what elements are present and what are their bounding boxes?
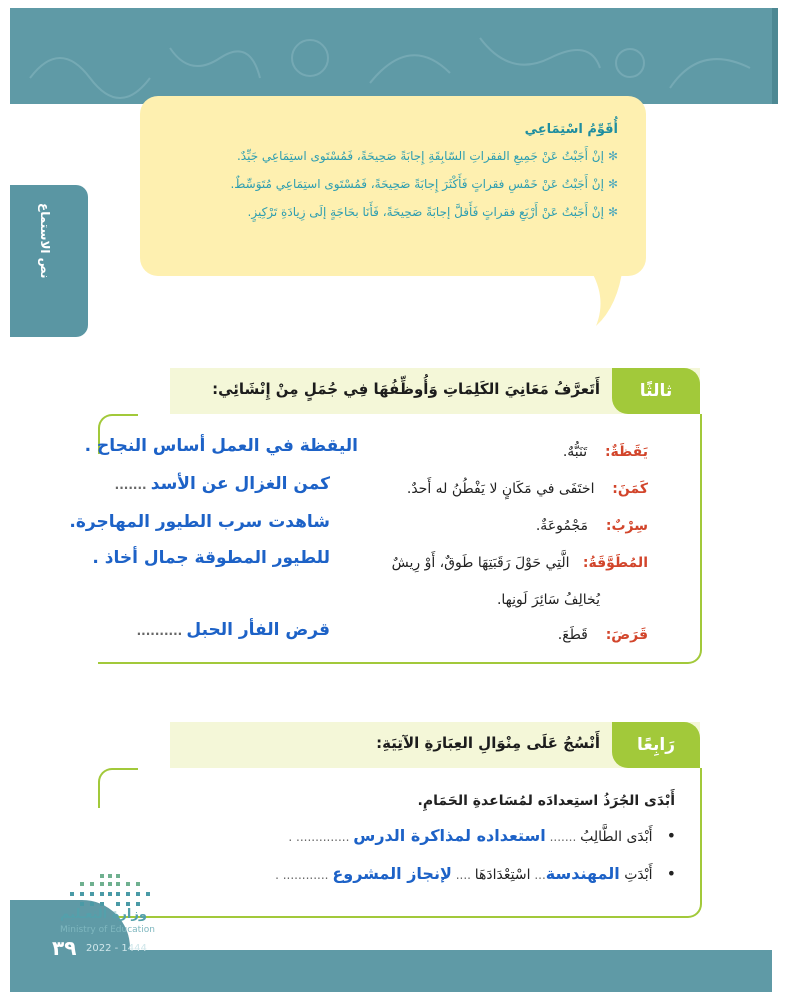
section4-header (170, 722, 700, 768)
vocab-row: يُخالِفُ سَائِرَ لَونِها. (496, 592, 600, 608)
ministry-name-en: Ministry of Education (60, 925, 155, 935)
answer-field[interactable]: قرض الفأر الحبل .......... (136, 620, 330, 640)
answer-field[interactable]: اليقظة في العمل أساس النجاح . (84, 436, 358, 456)
answer-field[interactable]: كمن الغزال عن الأسد ....... (114, 474, 330, 494)
top-banner (10, 8, 772, 104)
exercise-item: •أَبْدَتِ المهندسة... اسْتِعْدَادَهَا .... لإنجاز المشروع ............ . (275, 864, 676, 883)
answer-field[interactable]: للطيور المطوقة جمال أخاذ . (92, 548, 330, 568)
banner-pattern (10, 8, 772, 104)
vocab-row: يَقَظَةٌ: تَنَبُّهٌ. (562, 444, 648, 460)
evaluation-line: ✻إنْ أَجَبْتُ عَنْ جَمِيعِ الفقراتِ السّابِقَةِ إِجابَةً صَحِيحَةً، فَمُسْتَوى استِمَاعِي جَيِّدٌ. (236, 149, 618, 163)
bullet-icon: • (666, 826, 676, 845)
evaluation-line: ✻إنْ أَجَبْتُ عَنْ أَرْبَعِ فقراتٍ فَأَقلَّ إجابَةً صَحِيحَةً، فَأَنَا بحَاجَةٍ إلَى زِيادَةِ تَرْكِيزٍ. (247, 205, 618, 219)
section4-frame-corner (98, 768, 138, 808)
bullet-icon: • (666, 864, 676, 883)
star-bullet-icon: ✻ (607, 205, 618, 219)
answer-field[interactable]: المهندسة (545, 864, 620, 883)
section4-title: أَنْسُجُ عَلَى مِنْوَالِ العِبَارَةِ الآتِيَةِ: (376, 734, 600, 752)
side-tab-label: نص الاستماع (38, 203, 52, 279)
section3-header (170, 368, 700, 414)
vocab-row: المُطَوَّقَةُ: الَّتِي حَوْلَ رَقَبَتِهَا طَوقٌ، أَوْ رِيشٌ (391, 555, 648, 571)
evaluation-line: ✻إنْ أَجَبْتُ عَنْ خَمْسِ فقراتٍ فَأَكْثَرَ إِجابَةً صَحِيحَةً، فَمُسْتَوى استِمَاعِي مُتَوَسِّطٌ. (230, 177, 618, 191)
exercise-item: •أَبْدَى الطَّالِبُ ....... استعداده لمذاكرة الدرس .............. . (288, 826, 676, 845)
page-number: ٣٩ (52, 936, 77, 960)
vocab-row: سِرْبٌ: مَجْمُوعَةٌ. (535, 518, 648, 534)
model-sentence: أَبْدَى الجُرَذُ استِعدادَه لمُسَاعدةِ الحَمَامِ. (417, 793, 675, 809)
answer-field[interactable]: لإنجاز المشروع (332, 864, 452, 883)
evaluation-title: أُقَوِّمُ اسْتِمَاعِي (524, 122, 618, 137)
answer-field[interactable]: استعداده لمذاكرة الدرس (353, 826, 546, 845)
side-tab (10, 185, 88, 337)
section3-title: أَتَعرَّفُ مَعَانِيَ الكَلِمَاتِ وَأُوظِّفُهَا فِي جُمَلٍ مِنْ إِنْشَائِي: (212, 380, 600, 398)
banner-edge (772, 8, 778, 104)
edition: 2022 - 1444 (86, 943, 147, 954)
star-bullet-icon: ✻ (607, 177, 618, 191)
vocab-row: كَمَنَ: اختَفَى في مَكَانٍ لا يَفْطُنُ له أَحدٌ. (406, 481, 648, 497)
star-bullet-icon: ✻ (607, 149, 618, 163)
section4-badge: رَابِعًا (612, 722, 700, 768)
vocab-row: قَرَضَ: قَطَعَ. (557, 627, 648, 643)
ministry-name: وزارة التعـليم (60, 907, 147, 922)
section3-badge: ثالثًا (612, 368, 700, 414)
ministry-logo-icon (60, 855, 160, 935)
answer-field[interactable]: شاهدت سرب الطيور المهاجرة. (69, 512, 330, 532)
evaluation-bubble (140, 96, 646, 276)
